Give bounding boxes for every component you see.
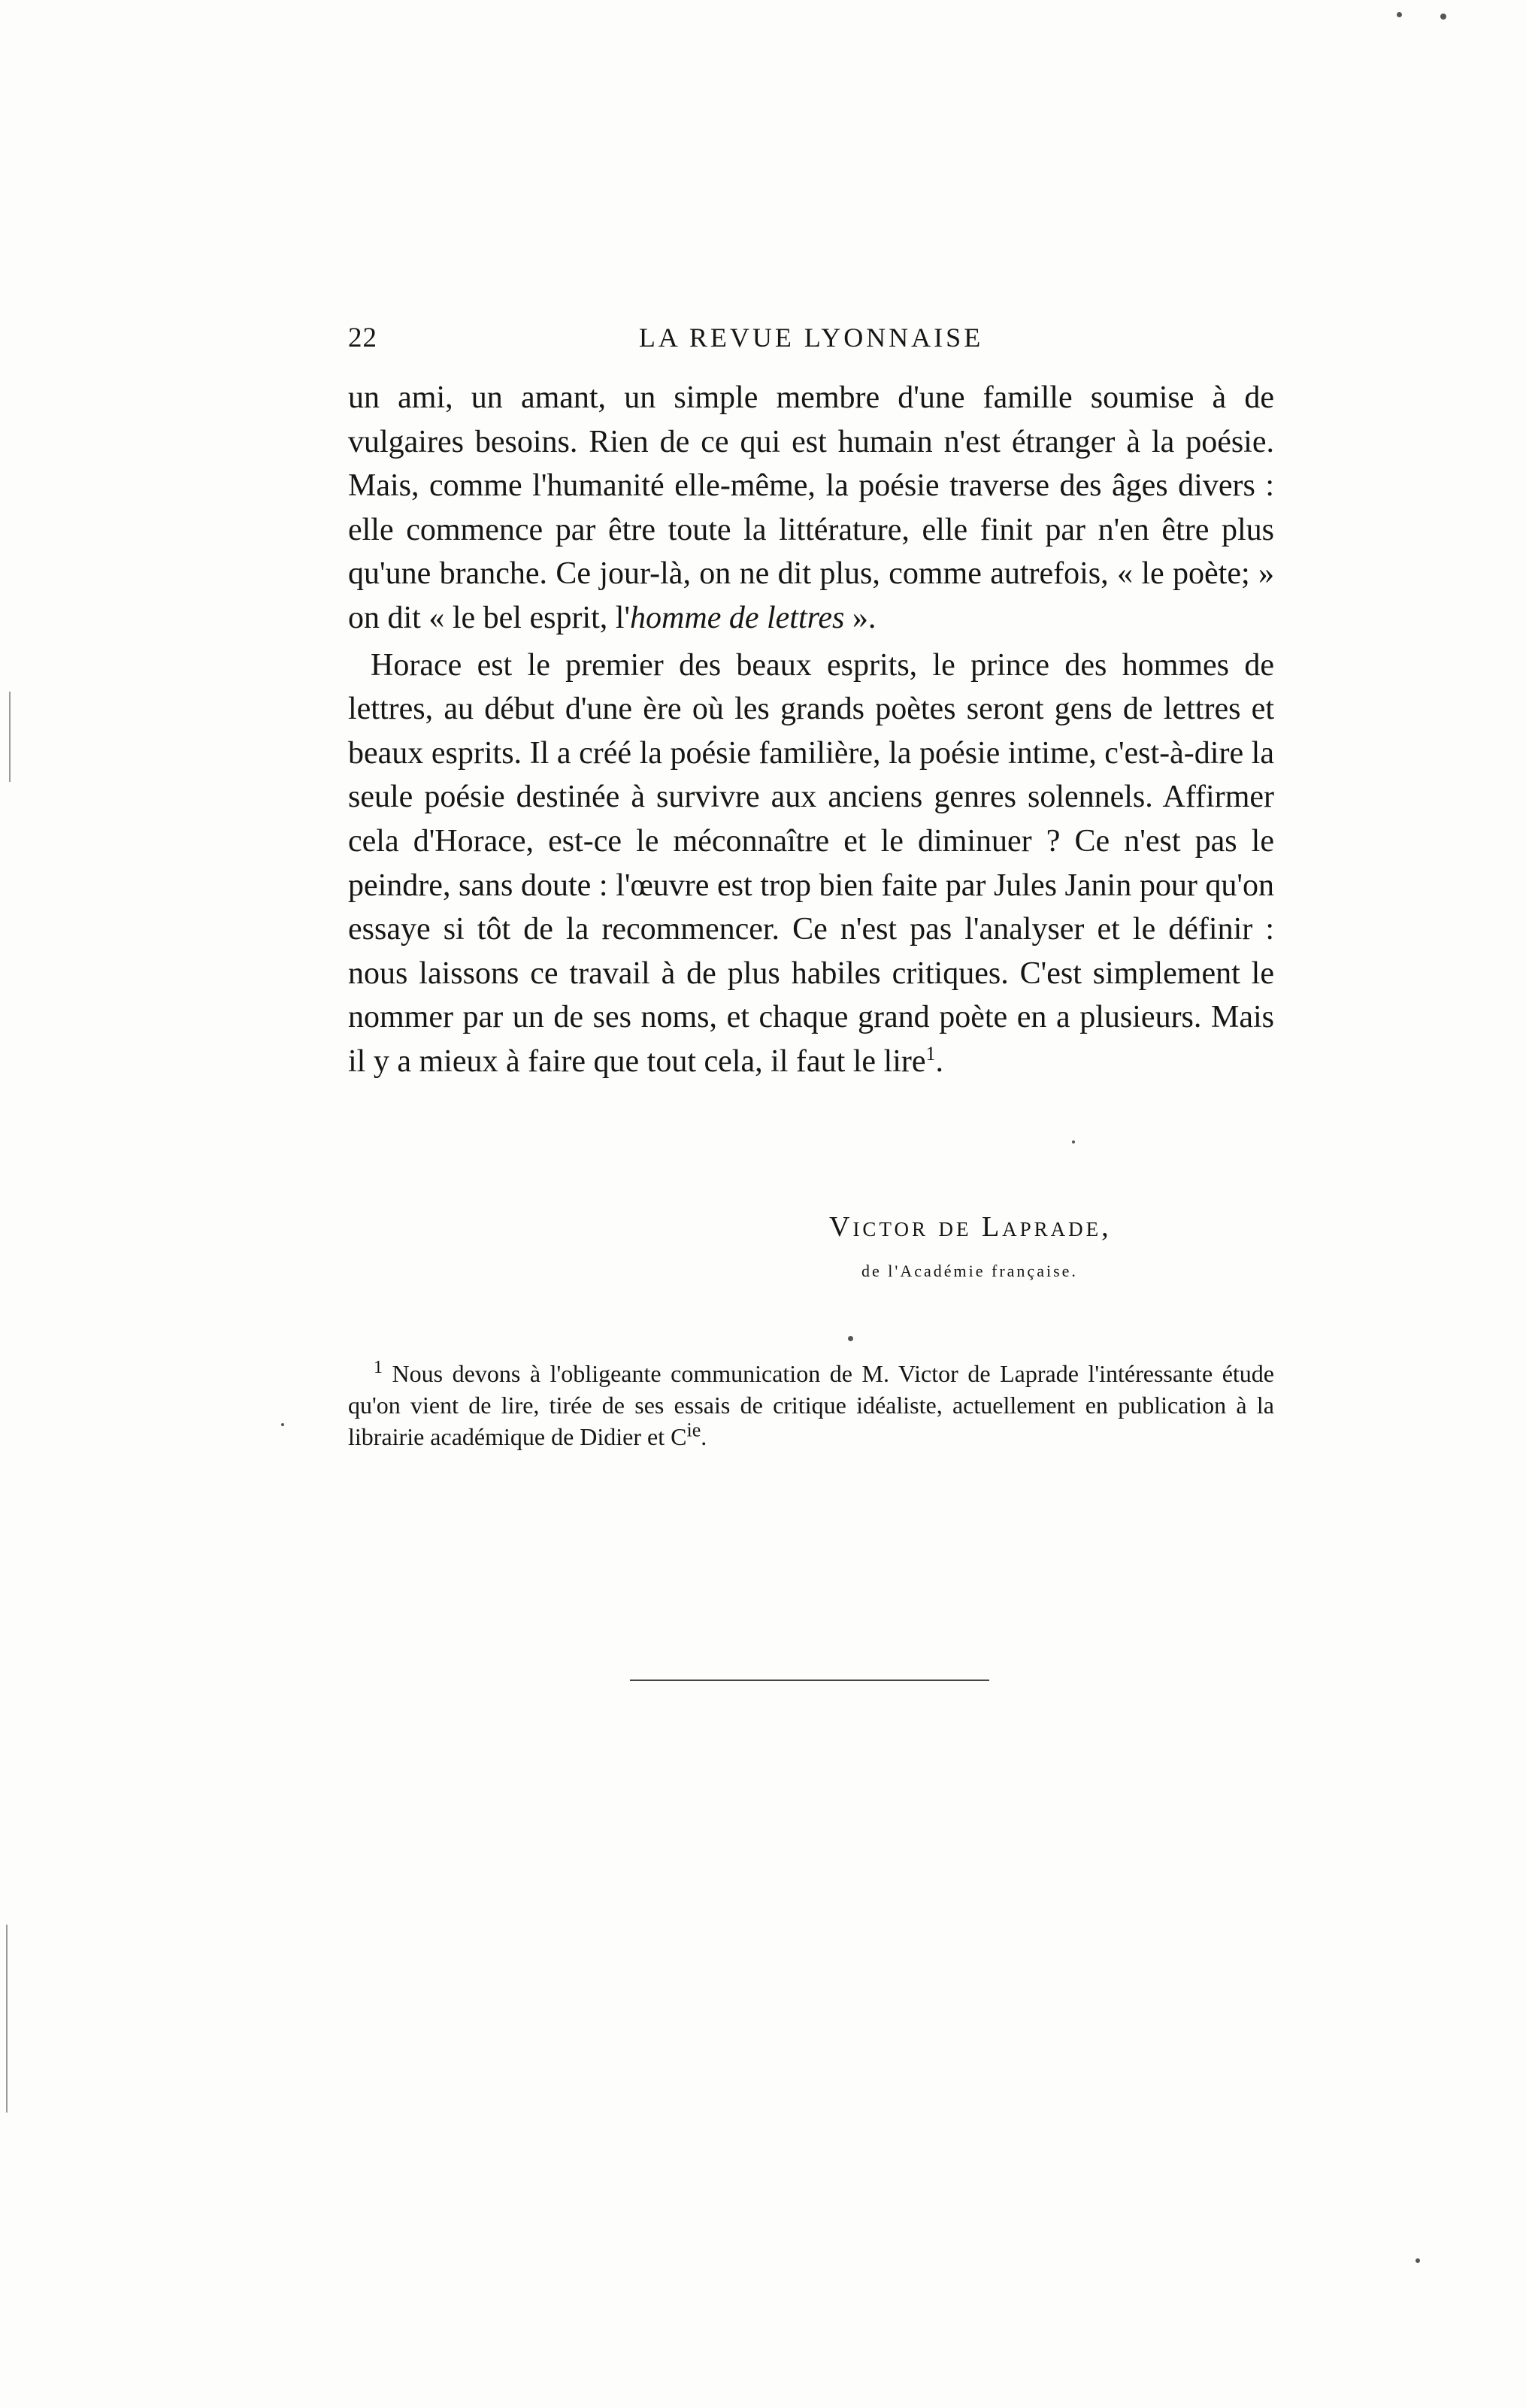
paragraph-2-text: Horace est le premier des beaux esprits, le prince des hommes de lettres, au début d'une ère où les grands poètes seront gens de lettres et beaux esprits. Il a créé la poésie familière, la poésie intime, c'est-à-dire la seule poésie destinée à survivre aux anciens genres solennels. Affirmer cela d'Horace, est-ce le méconnaître et le diminuer ? Ce n'est pas le peindre, sans doute : l'œuvre est trop bien faite par Jules Janin pour qu'on essaye si tôt de la recommencer. Ce n'est pas l'analyser et le définir : nous laissons ce travail à de plus habiles critiques. C'est simplement le nommer par un de ses noms, et chaque grand poète en a plusieurs. Mais il y a mieux à faire que tout cela, il faut le lire (348, 647, 1274, 1079)
scan-speck (848, 1336, 853, 1341)
author-name: Victor de Laprade, (829, 1211, 1112, 1243)
paragraph-2-end: . (935, 1043, 944, 1079)
paragraph-1-italic: homme de lettres (630, 600, 845, 635)
author-title: de l'Académie française. (861, 1262, 1078, 1280)
journal-title: LA REVUE LYONNAISE (638, 323, 984, 353)
footnote (348, 1358, 1274, 1452)
scan-speck (1072, 1140, 1075, 1143)
page-number: 22 (348, 323, 377, 353)
footnote-marker: 1 (374, 1358, 383, 1378)
scan-speck (1397, 12, 1402, 17)
paragraph-1-text: un ami, un amant, un simple membre d'une famille soumise à de vulgaires besoins. Rien de ce qui est humain n'est étranger à la poésie. Mais, comme l'humanité elle-même, la poésie traverse des âges divers : elle commence par être toute la littérature, elle finit par n'en être plus qu'une branche. Ce jour-là, on ne dit plus, comme autrefois, « le poète; » on dit « le bel esprit, (348, 380, 1274, 635)
scan-speck (1415, 2258, 1420, 2263)
paragraph-2 (348, 644, 1274, 1084)
paragraph-1-end: ». (844, 600, 877, 635)
end-rule (630, 1680, 989, 1681)
page-edge-mark (6, 1925, 8, 2113)
running-head (348, 322, 1274, 367)
footnote-superscript: ie (686, 1419, 701, 1441)
body-text (348, 376, 1274, 1084)
scan-speck (281, 1423, 284, 1426)
page-edge-mark (9, 692, 11, 782)
footnote-text: Nous devons à l'obligeante communication de M. Victor de Laprade l'intéressante étude qu'on vient de lire, tirée de ses essais de critique idéaliste, actuellement en publication à la librairie académique de Didier et C (348, 1360, 1274, 1450)
paragraph-1-article: l' (615, 600, 631, 635)
footnote-reference: 1 (925, 1042, 936, 1065)
paragraph-1 (348, 376, 1274, 641)
scan-speck (1440, 14, 1446, 20)
footnote-end: . (701, 1423, 707, 1450)
